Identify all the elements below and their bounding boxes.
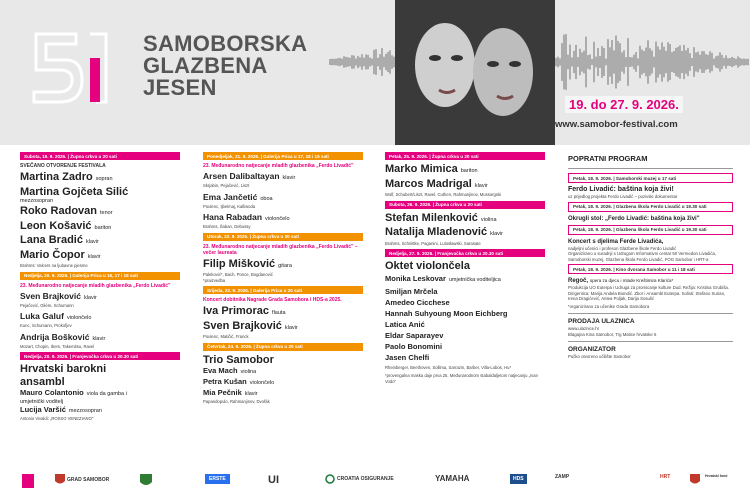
logo-image: [22, 474, 34, 488]
performer: [203, 377, 363, 388]
performer: [20, 234, 180, 249]
title-line-1: SAMOBORSKA: [143, 31, 308, 56]
erste-logo: ERSTE: [205, 474, 230, 484]
event-header: Petak, 25. 9. 2026. | Župna crkva u 20 sati: [385, 152, 545, 160]
member-role: umjetnička voditeljica: [448, 276, 501, 283]
event-header: Ponedjeljak, 21. 9. 2026. | Galerija Prica u 17, 18 i 19 sati: [203, 152, 363, 160]
divider: [568, 313, 733, 314]
program-works: Pejačević, Glière, Schumann: [20, 302, 74, 308]
performer: [203, 258, 363, 273]
ensemble-name: Trio Samobor: [203, 353, 274, 366]
event-title-desc: opera za djecu i mlade Kreštimira Klarića*: [589, 278, 674, 283]
poster-header: [0, 0, 750, 145]
performer-name: Ema Jančetić: [203, 191, 258, 202]
performer: [203, 212, 363, 224]
event-header: Subota, 26. 9. 2026. | Župna crkva u 20 sati: [385, 201, 545, 209]
performer-instrument: mezzosopran: [68, 408, 102, 414]
member-name: Paolo Bonomini: [385, 341, 443, 351]
edition-number-logo: [28, 28, 128, 106]
title-line-2: GLAZBENA: [143, 53, 268, 78]
ensemble-name: Hrvatski barokni: [20, 363, 107, 375]
festival-url[interactable]: www.samobor-festival.com: [555, 119, 678, 130]
performer-name: Sven Brajković: [203, 319, 282, 332]
event-subtitle: SVEČANO OTVORENJE FESTIVALA: [20, 163, 106, 169]
event-subtitle: 23. Međunarodno natjecanje mladih glazbenika „Ferdo Livadić": [20, 282, 171, 289]
ensemble-member: [385, 297, 545, 308]
event-subtitle: Koncert dobitnika Nagrade Grada Samobora i HDS-a 2025.: [203, 297, 342, 303]
event-header: Četvrtak, 24. 9. 2026. | Župna crkva u 20 sati: [203, 343, 363, 351]
performer-name: Lana Bradić: [20, 234, 83, 246]
performer: [20, 186, 180, 199]
performer: [20, 291, 180, 303]
performer-name: Natalija Mladenović: [385, 226, 488, 238]
performer-name: Mario Čopor: [20, 248, 85, 261]
performer: [20, 220, 180, 235]
county-logo: [140, 474, 152, 488]
program-works: Poulenc, Ijbelmaj, Kalliwoda: [203, 203, 256, 209]
event-header: Nedjelja, 20. 9. 2026. | Franjevačka crkva u 20.30 sati: [20, 352, 180, 360]
program-works: Brahms: Valcers na ljubavne pjesme: [20, 263, 88, 268]
ensemble-member: [385, 319, 545, 330]
zupanija-logo: [690, 474, 700, 486]
performer-name: Eva Mach: [203, 366, 238, 375]
performer-instrument: violončelo: [265, 216, 290, 222]
event-header: Srijeda, 23. 9. 2026. | Galerija Prica u 20 sati: [203, 286, 363, 294]
event-header: Petak, 18. 9. 2026. | Samoborski muzej u 17 sati: [568, 173, 733, 183]
program-works: Brahms, Schnittke, Paganini, Lutosławski, Sarasate: [385, 240, 481, 246]
performer-instrument: klavir: [474, 182, 488, 189]
event-note: *organizirano za učenike Grada Samobora: [568, 303, 650, 309]
ensemble-members: [385, 273, 545, 363]
performer-instrument: sopran: [95, 176, 113, 182]
performer-instrument: violončelo: [249, 380, 275, 386]
program-column-3: [385, 150, 545, 387]
performer-instrument: flauta: [272, 310, 286, 316]
festival-title: [143, 33, 307, 99]
fond-logo: Hrvatski fond: [705, 474, 728, 478]
title-line-3: JESEN: [143, 75, 217, 100]
grad-samobor-logo: GRAD SAMOBOR: [55, 474, 109, 486]
performer-instrument: klavir: [85, 239, 99, 245]
program-column-1: [20, 150, 180, 425]
program-content: [0, 150, 750, 465]
ensemble-member: [385, 341, 545, 352]
performer-name: Arsen Dalibaltayan: [203, 171, 280, 181]
performer-name: Iva Primorac: [203, 305, 270, 317]
performer: [203, 171, 363, 183]
performer-name: Sven Brajković: [20, 290, 81, 301]
performer: [385, 178, 545, 193]
event-subtitle: 23. Međunarodno natjecanje mladih glazbenika „Ferdo Livadić" – večer laureata: [203, 243, 358, 256]
ensemble-member: [385, 352, 545, 363]
event-header: Utorak, 22. 9. 2026. | Župna crkva u 20 sati: [203, 233, 363, 241]
member-name: Hannah Suhyoung Moon Eichberg: [385, 308, 508, 318]
event-title: Ferdo Livadić: baština koja živi!: [568, 186, 674, 193]
program-works: Paleković*, Bach, Ponce, Bogdanović: [203, 272, 273, 277]
hds-logo: HDS: [510, 474, 527, 484]
event-subtitle: uz prijedlog projekta Ferdo Livadić – pozivski dokumentar: [568, 194, 678, 199]
performer-name: Mia Pečnik: [203, 388, 242, 397]
ensemble-name: Oktet violončela: [385, 260, 470, 272]
event-header: Subota, 19. 9. 2026. | Župna crkva u 20 sati: [20, 152, 180, 160]
performer-instrument: klavir: [83, 294, 97, 301]
performer-instrument: tenor: [100, 210, 113, 216]
sponsor-logos: [0, 470, 750, 500]
member-name: Eldar Saparayev: [385, 330, 444, 340]
ensemble-member: [385, 330, 545, 341]
ensemble-member: [385, 273, 545, 286]
performer: [20, 405, 180, 416]
performer-instrument: oboa: [260, 195, 273, 202]
performer-name: Hana Rabadan: [203, 212, 263, 222]
event-header: Nedjelja, 20. 9. 2026. | Galerija Prica u 16, 17 i 18 sati: [20, 272, 180, 280]
event-subtitle: nadjeljni učenici i profesori Glazbene škole Ferdo Livadić: [568, 245, 677, 251]
performer-instrument: klavir: [87, 253, 101, 260]
performer: [20, 332, 180, 344]
event-header: Nedjelja, 27. 9. 2026. | Franjevačka crkva u 20.30 sati: [385, 249, 545, 257]
member-name: Jasen Chelfi: [385, 352, 430, 362]
performer-instrument: gitara: [278, 262, 292, 269]
performer-name: Petra Kušan: [203, 377, 247, 386]
performer-name: Roko Radovan: [20, 205, 98, 217]
divider: [568, 341, 733, 342]
sales-title: PRODAJA ULAZNICA: [568, 318, 635, 325]
performer-name: Marcos Madrigal: [385, 177, 472, 190]
organizer-name: Pučko otvoreno učilište Samobor: [568, 354, 631, 359]
performer-name: Martina Zadro: [20, 171, 93, 183]
performer-name: Lucija Varšić: [20, 405, 66, 414]
ui-logo: UI: [268, 474, 279, 486]
member-name: Latica Anić: [385, 319, 425, 329]
performer-instrument: violina: [480, 216, 497, 223]
ensemble-name-line-2: ansambl: [20, 375, 65, 388]
program-works: Brahms, Šaban, Debussy: [203, 224, 251, 229]
event-title-main: Regoč,: [568, 278, 589, 284]
event-header: Petak, 18. 9. 2026. | Glazbena škola Ferdo Livadić u 19.30 sati: [568, 202, 733, 212]
ensemble-member: [385, 308, 545, 319]
performer-name: Martina Gojčeta Silić: [20, 185, 129, 198]
sales-location: Blagajna Kina Samobor, Trg Matice hrvatske 6: [568, 331, 657, 337]
festival-dates: 19. do 27. 9. 2026.: [565, 96, 683, 113]
program-works: Papandopulo, Rahmanjinov, Dvořák: [203, 399, 270, 404]
portrait-image: [395, 0, 555, 145]
program-works: Wolf, Schubert/Liszt, Ravel, Cuthen, Rahmanjinov, Mussorgski: [385, 192, 501, 197]
event-title: [568, 277, 733, 285]
event-details: Organizirano u suradnji s Udrugom Informativni centar 50 Vermedon Livadića, Samoborski muzej, Glazbena škola Ferdo Livadić, FOG Samobor i HRT-a: [568, 251, 717, 262]
member-name: Amedeo Cicchese: [385, 297, 450, 307]
program-works: Skrjabin, Pejačević, Liszt: [203, 183, 250, 188]
program-works: Antonio Vivaldi: „ROSSO VENEZIANO": [20, 416, 94, 421]
performer: [20, 311, 180, 323]
performer-instrument: viola da gamba i: [86, 391, 127, 397]
sales-url[interactable]: www.ulaznice.hr: [568, 326, 600, 331]
performer: [203, 192, 363, 204]
performer: [385, 212, 545, 227]
divider: [568, 168, 733, 169]
performer: [203, 320, 363, 335]
performer: [203, 366, 363, 377]
program-works: Rheinberger, Beethoven, Sollima, Sarrazin, Barber, Villa-Lobos, Hu*: [385, 364, 512, 370]
event-subtitle: 23. Međunarodno natjecanje mladih glazbenika „Ferdo Livadić": [203, 163, 354, 169]
zamp-logo: ZAMP: [555, 474, 570, 480]
performer-instrument: violina: [240, 369, 257, 375]
event-header: Petak, 18. 9. 2026. | Glazbena škola Ferdo Livadić u 19.30 sati: [568, 225, 733, 235]
performer-instrument: bariton: [460, 168, 478, 174]
program-column-4: [568, 150, 733, 360]
member-name: Smiljan Mrčela: [385, 286, 438, 296]
performer-name: Filip Mišković: [203, 257, 276, 270]
performer-role: umjetnički voditelj: [20, 399, 64, 405]
croatia-osiguranje-logo: CROATIA OSIGURANJE: [325, 474, 394, 484]
performer-instrument: klavir: [284, 324, 298, 331]
event-header: Petak, 18. 9. 2026. | Kino dvorana Samobor u 11 i 18 sati: [568, 264, 733, 274]
performer-instrument: klavir: [244, 391, 258, 397]
program-column-2: [203, 150, 363, 408]
performer-name: Andrija Bošković: [20, 331, 90, 342]
performer: [385, 163, 545, 178]
performer-instrument: violončelo: [66, 315, 92, 321]
performer: [203, 305, 363, 320]
program-works: Kunc, Schumann, Prokofjev: [20, 323, 72, 328]
performer-name: Stefan Milenković: [385, 211, 478, 224]
performer: [385, 226, 545, 241]
organizer-title: ORGANIZATOR: [568, 346, 616, 353]
performer-name: Leon Košavić: [20, 219, 92, 232]
performer-instrument: klavir: [490, 231, 503, 237]
performer-name: Marko Mimica: [385, 163, 458, 175]
yamaha-logo: YAMAHA: [435, 474, 470, 483]
member-name: Monika Leskovar: [385, 273, 446, 283]
program-works: Poulenc, Matičić, Franck: [203, 334, 249, 339]
performer-name: Mauro Colantonio: [20, 388, 84, 397]
performer: [20, 171, 180, 186]
performer-instrument: klavir: [282, 175, 296, 181]
performer-instrument: bariton: [94, 224, 112, 231]
performer: [203, 388, 363, 399]
event-details: Produkcija UO Euterpa i Udruga za promicanje kulture Dud. Režija: Kristina Grubiša. Dirigentica: Marija Andela Biondić. Zbor i Ansambl Euterpa. Solisti: Stefano Surian, Irena Dragićević, Antea Poljak, Darija Sosulić: [568, 285, 729, 301]
performer-instrument: mezzosopran: [20, 198, 54, 204]
performer: [20, 388, 180, 399]
performer-name: Luka Galuf: [20, 311, 64, 321]
performer: [20, 205, 180, 220]
event-title: Koncert s djelima Ferde Livadića,: [568, 238, 664, 245]
side-program-title: POPRATNI PROGRAM: [568, 154, 648, 163]
program-note: *provengalna maska daje prva 25. Međunarodnom stabaldaljetom natjecanju „Ivan Vodo": [385, 373, 538, 384]
ensemble-member: [385, 286, 545, 297]
hrt-logo: HRT: [660, 474, 671, 480]
event-title: Okrugli stol: „Ferdo Livadić: baština koja živi": [568, 215, 700, 222]
program-works: Mozart, Chopin, Ibers, Takemitsu, Ravel: [20, 343, 95, 349]
performer: [20, 249, 180, 264]
performer-instrument: klavir: [92, 335, 106, 342]
program-note: *praizvedba: [203, 277, 226, 283]
